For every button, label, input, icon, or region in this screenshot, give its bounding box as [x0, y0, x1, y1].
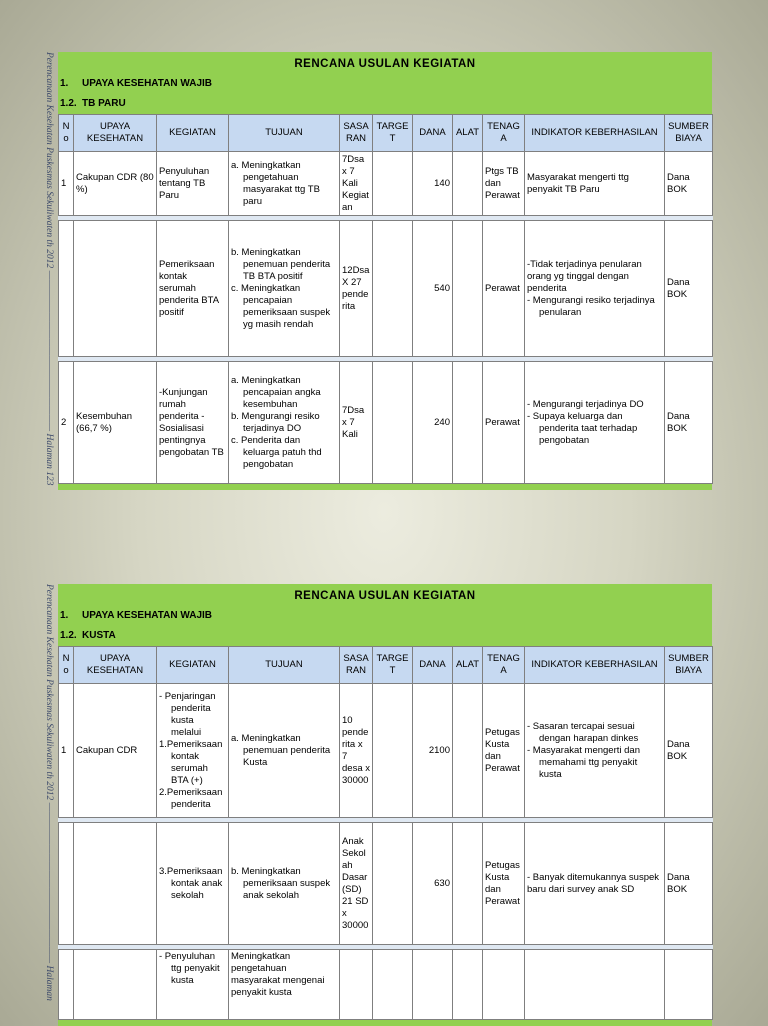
- cell-tenaga: Perawat: [483, 362, 525, 484]
- col-header: TUJUAN: [229, 115, 340, 152]
- cell-sasaran: 10 penderita x 7 desa x 30000: [340, 684, 373, 818]
- cell-kegiatan: -Kunjungan rumah penderita - Sosialisasi pentingnya pengobatan TB: [157, 362, 229, 484]
- cell-tenaga: Perawat: [483, 221, 525, 357]
- cell-tenaga: Ptgs TB dan Perawat: [483, 152, 525, 216]
- col-header: No: [59, 115, 74, 152]
- cell-alat: [453, 950, 483, 1020]
- cell-no: 1: [59, 684, 74, 818]
- subsection-heading: 1.2. TB PARU: [60, 98, 126, 109]
- cell-sasaran: Anak Sekolah Dasar (SD) 21 SD x 30000: [340, 823, 373, 945]
- slide-kusta: [0, 532, 768, 1024]
- col-header: UPAYA KESEHATAN: [74, 115, 157, 152]
- cell-upaya: Cakupan CDR: [74, 684, 157, 818]
- cell-alat: [453, 362, 483, 484]
- kegiatan-table: [58, 646, 713, 1020]
- cell-indikator: - Sasaran tercapai sesuai dengan harapan dinkes - Masyarakat mengerti dan memahami ttg penyakit kusta: [525, 684, 665, 818]
- table-row: [59, 221, 713, 357]
- col-header: DANA: [413, 115, 453, 152]
- cell-alat: [453, 221, 483, 357]
- cell-indikator: - Banyak ditemukannya suspek baru dari survey anak SD: [525, 823, 665, 945]
- cell-tujuan: a. Meningkatkan pengetahuan masyarakat ttg TB paru: [229, 152, 340, 216]
- cell-sumber: [665, 950, 713, 1020]
- cell-sumber: Dana BOK: [665, 684, 713, 818]
- cell-no: [59, 950, 74, 1020]
- table-header-row: [59, 647, 713, 684]
- cell-upaya: [74, 221, 157, 357]
- cell-no: [59, 823, 74, 945]
- cell-indikator: - Mengurangi terjadinya DO - Supaya keluarga dan penderita taat terhadap pengobatan: [525, 362, 665, 484]
- cell-kegiatan: - Penyuluhan ttg penyakit kusta: [157, 950, 229, 1020]
- panel-title: RENCANA USULAN KEGIATAN: [294, 58, 476, 70]
- cell-tenaga: [483, 950, 525, 1020]
- cell-tujuan: b. Meningkatkan pemeriksaan suspek anak sekolah: [229, 823, 340, 945]
- col-header: SUMBER BIAYA: [665, 647, 713, 684]
- cell-tujuan: a. Meningkatkan pencapaian angka kesembuhan b. Mengurangi resiko terjadinya DO c. Penderita dan keluarga patuh thd pengobatan: [229, 362, 340, 484]
- col-header: INDIKATOR KEBERHASILAN: [525, 647, 665, 684]
- col-header: TUJUAN: [229, 647, 340, 684]
- rencana-panel: [58, 584, 712, 1026]
- cell-upaya: [74, 950, 157, 1020]
- cell-dana: 140: [413, 152, 453, 216]
- cell-no: [59, 221, 74, 357]
- cell-dana: 2100: [413, 684, 453, 818]
- cell-tujuan: a. Meningkatkan penemuan penderita Kusta: [229, 684, 340, 818]
- table-header-row: [59, 115, 713, 152]
- table-row: [59, 823, 713, 945]
- cell-sumber: Dana BOK: [665, 152, 713, 216]
- cell-no: 2: [59, 362, 74, 484]
- col-header: SASARAN: [340, 647, 373, 684]
- col-header: TARGET: [373, 647, 413, 684]
- cell-sasaran: 12Dsa X 27 penderita: [340, 221, 373, 357]
- cell-upaya: Cakupan CDR (80 %): [74, 152, 157, 216]
- col-header: TARGET: [373, 115, 413, 152]
- col-header: TENAGA: [483, 647, 525, 684]
- cell-sumber: Dana BOK: [665, 823, 713, 945]
- cell-tujuan: Meningkatkan pengetahuan masyarakat mengenai penyakit kusta: [229, 950, 340, 1020]
- col-header: KEGIATAN: [157, 115, 229, 152]
- col-header: KEGIATAN: [157, 647, 229, 684]
- panel-title: RENCANA USULAN KEGIATAN: [294, 590, 476, 602]
- cell-target: [373, 684, 413, 818]
- col-header: TENAGA: [483, 115, 525, 152]
- table-row: [59, 152, 713, 216]
- cell-sumber: Dana BOK: [665, 221, 713, 357]
- cell-target: [373, 950, 413, 1020]
- col-header: SASARAN: [340, 115, 373, 152]
- cell-kegiatan: Penyuluhan tentang TB Paru: [157, 152, 229, 216]
- cell-kegiatan: Pemeriksaan kontak serumah penderita BTA positif: [157, 221, 229, 357]
- col-header: SUMBER BIAYA: [665, 115, 713, 152]
- side-footer-text: Perencanaan Kesehatan Puskesmas Sekuliwaten th 2012 ——————————————————— Halaman 123: [44, 52, 54, 486]
- side-footer-text: Perencanaan Kesehatan Puskesmas Sekuliwaten th 2012 ——————————————————— Halaman: [44, 584, 54, 1001]
- cell-target: [373, 823, 413, 945]
- cell-alat: [453, 152, 483, 216]
- col-header: ALAT: [453, 647, 483, 684]
- cell-indikator: [525, 950, 665, 1020]
- cell-dana: [413, 950, 453, 1020]
- cell-dana: 240: [413, 362, 453, 484]
- cell-indikator: -Tidak terjadinya penularan orang yg tinggal dengan penderita - Mengurangi resiko terjadinya penularan: [525, 221, 665, 357]
- cell-sasaran: 7Dsa x 7 Kali: [340, 362, 373, 484]
- table-row: [59, 684, 713, 818]
- col-header: ALAT: [453, 115, 483, 152]
- cell-upaya: Kesembuhan (66,7 %): [74, 362, 157, 484]
- cell-tenaga: Petugas Kusta dan Perawat: [483, 823, 525, 945]
- cell-tujuan: b. Meningkatkan penemuan penderita TB BTA positif c. Meningkatkan pencapaian pemeriksaan suspek yg masih rendah: [229, 221, 340, 357]
- cell-sumber: Dana BOK: [665, 362, 713, 484]
- cell-no: 1: [59, 152, 74, 216]
- table-row: [59, 950, 713, 1020]
- cell-dana: 630: [413, 823, 453, 945]
- cell-kegiatan: - Penjaringan penderita kusta melalui 1.Pemeriksaan kontak serumah BTA (+) 2.Pemeriksaan penderita: [157, 684, 229, 818]
- section-heading: 1. UPAYA KESEHATAN WAJIB: [60, 610, 213, 621]
- cell-alat: [453, 823, 483, 945]
- col-header: INDIKATOR KEBERHASILAN: [525, 115, 665, 152]
- col-header: UPAYA KESEHATAN: [74, 647, 157, 684]
- cell-upaya: [74, 823, 157, 945]
- cell-dana: 540: [413, 221, 453, 357]
- cell-alat: [453, 684, 483, 818]
- col-header: No: [59, 647, 74, 684]
- section-heading: 1. UPAYA KESEHATAN WAJIB: [60, 78, 213, 89]
- cell-target: [373, 221, 413, 357]
- rencana-panel: [58, 52, 712, 490]
- col-header: DANA: [413, 647, 453, 684]
- subsection-heading: 1.2. KUSTA: [60, 630, 116, 641]
- cell-sasaran: [340, 950, 373, 1020]
- cell-tenaga: Petugas Kusta dan Perawat: [483, 684, 525, 818]
- cell-kegiatan: 3.Pemeriksaan kontak anak sekolah: [157, 823, 229, 945]
- cell-sasaran: 7Dsa x 7 Kali Kegiatan: [340, 152, 373, 216]
- cell-indikator: Masyarakat mengerti ttg penyakit TB Paru: [525, 152, 665, 216]
- table-row: [59, 362, 713, 484]
- cell-target: [373, 152, 413, 216]
- kegiatan-table: [58, 114, 713, 484]
- cell-target: [373, 362, 413, 484]
